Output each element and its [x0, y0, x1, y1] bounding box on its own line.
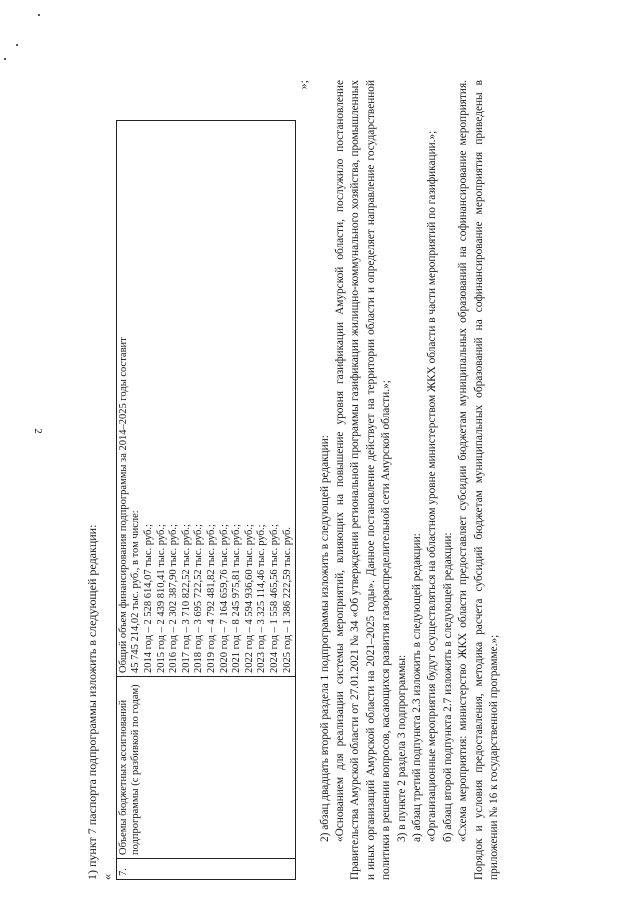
- quote-open: «: [100, 874, 115, 880]
- funding-line: 2024 год – 1 558 465,56 тыс. руб.;: [268, 524, 280, 673]
- scan-speck: [16, 44, 18, 46]
- scan-speck: [4, 58, 6, 60]
- paragraph: «Схема мероприятия: министерство ЖКХ области предоставляет субсидии бюджетам муниципальных образований на софинансирование мероприятия. Порядок и условия предоставления, методика расчета субсидий бюджетам муниципальных образований на софинансирование мероприятия приведены в приложении № 16 к государственной программе.»;: [457, 80, 500, 880]
- funding-values: [116, 121, 295, 677]
- funding-line: 2015 год – 2 439 810,41 тыс. руб.;: [155, 524, 167, 673]
- funding-line: 2025 год – 1 386 222,59 тыс. руб.: [281, 527, 293, 673]
- quote-close: »;: [296, 80, 311, 90]
- funding-line: 2018 год – 3 695 722,52 тыс. руб.;: [193, 524, 205, 673]
- funding-line: Общий объем финансирования подпрограммы за 2014–2025 годы составит: [117, 337, 129, 673]
- paragraph: «Основанием для реализации системы мероприятий, влияющих на повышение уровня газификации Амурской области, послужило постановление Правительства Амурской области от 27.01.2021 № 34 «Об утверждении региональной программы газификации жилищно-коммунального хозяйства, промышленных и иных организаций Амурской области на 2021–2025 годы». Данное постановление действует на территории области и определяет направление государственной политики в решении вопросов, касающихся развития газораспределительной сети Амурской области.»;: [333, 80, 393, 880]
- funding-line: 2017 год – 3 710 822,52 тыс. руб.;: [180, 524, 192, 673]
- row-title: Объемы бюджетных ассигнований подпрограммы (с разбивкой по годам): [116, 677, 295, 859]
- funding-line: 2019 год – 4 792 481,82 тыс. руб.;: [205, 524, 217, 673]
- paragraph: 3) в пункте 2 раздела 3 подпрограммы:: [395, 654, 408, 842]
- paragraph: 2) абзац двадцать второй раздела 1 подпрограммы изложить в следующей редакции:: [318, 435, 331, 842]
- paragraph: а) абзац третий подпункта 2.3 изложить в следующей редакции:: [410, 533, 423, 842]
- rotated-document-body: [85, 80, 640, 880]
- funding-line: 2023 год – 3 325 114,46 тыс. руб.;: [256, 524, 268, 673]
- funding-line: 2022 год – 4 594 936,60 тыс. руб.;: [243, 524, 255, 673]
- funding-line: 2020 год – 7 164 659,76 тыс. руб.;: [218, 524, 230, 673]
- item-1-heading: 1) пункт 7 паспорта подпрограммы изложить в следующей редакции:: [85, 524, 99, 880]
- row-number: 7.: [116, 859, 295, 880]
- page-number: 2: [31, 428, 44, 434]
- paragraph: б) абзац второй подпункта 2.7 изложить в следующей редакции:: [441, 532, 454, 842]
- funding-line: 45 745 214,02 тыс. руб., в том числе:: [130, 510, 142, 673]
- scan-speck: [38, 14, 40, 16]
- funding-line: 2021 год – 8 245 975,81 тыс. руб.;: [231, 524, 243, 673]
- paragraph: «Организационные мероприятия будут осуществляться на областном уровне министерством ЖКХ области в части мероприятий по газификации.»;: [426, 130, 439, 842]
- funding-line: 2016 год – 2 302 387,90 тыс. руб.;: [168, 524, 180, 673]
- table-row: [116, 121, 295, 880]
- passport-table: [116, 120, 296, 880]
- funding-line: 2014 год – 2 528 614,07 тыс. руб.;: [143, 524, 154, 673]
